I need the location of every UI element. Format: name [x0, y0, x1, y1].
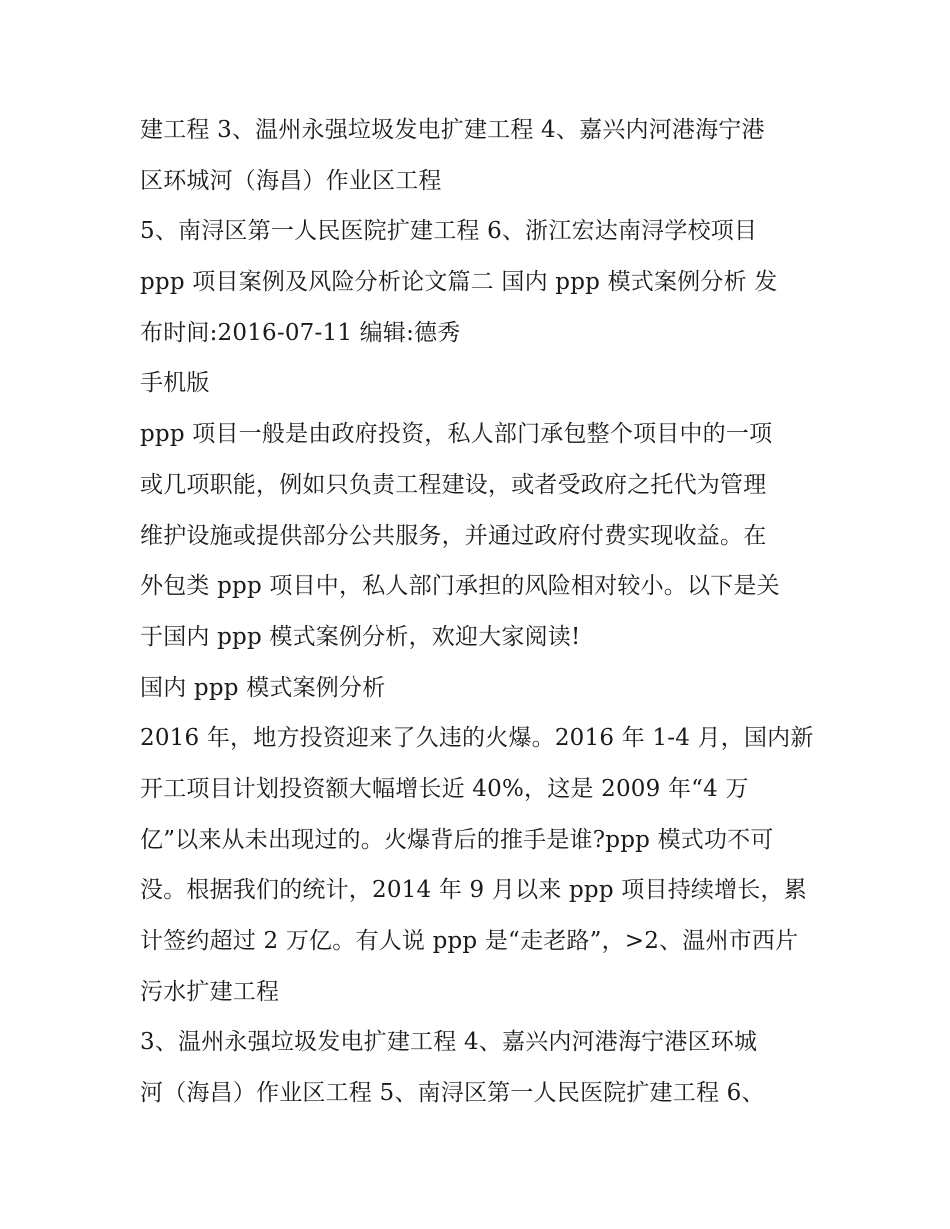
text-line: 外包类 ppp 项目中，私人部门承担的风险相对较小。以下是关 — [140, 573, 780, 600]
text-line: 5、南浔区第一人民医院扩建工程 6、浙江宏达南浔学校项目 — [140, 218, 758, 245]
text-line: 河（海昌）作业区工程 5、南浔区第一人民医院扩建工程 6、 — [140, 1080, 765, 1107]
section-heading: 国内 ppp 模式案例分析 — [140, 674, 386, 701]
text-line: 开工项目计划投资额大幅增长近 40%，这是 2009 年“4 万 — [140, 775, 749, 802]
text-line: 没。根据我们的统计，2014 年 9 月以来 ppp 项目持续增长，累 — [140, 877, 807, 904]
text-line: 维护设施或提供部分公共服务，并通过政府付费实现收益。在 — [140, 522, 767, 549]
text-line: 3、温州永强垃圾发电扩建工程 4、嘉兴内河港海宁港区环城 — [140, 1029, 758, 1056]
text-line: 亿”以来从未出现过的。火爆背后的推手是谁?ppp 模式功不可 — [140, 826, 774, 853]
document-body — [140, 105, 812, 1119]
text-line: 于国内 ppp 模式案例分析，欢迎大家阅读! — [140, 623, 581, 650]
text-line: ppp 项目案例及风险分析论文篇二 国内 ppp 模式案例分析 发 — [140, 269, 778, 296]
text-line: 建工程 3、温州永强垃圾发电扩建工程 4、嘉兴内河港海宁港 — [140, 117, 765, 143]
text-line: 2016 年，地方投资迎来了久违的火爆。2016 年 1-4 月，国内新 — [140, 725, 814, 752]
section-heading: 手机版 — [140, 370, 210, 397]
text-line: 区环城河（海昌）作业区工程 — [140, 167, 442, 194]
text-line: 计签约超过 2 万亿。有人说 ppp 是“走老路”，>2、温州市西片 — [140, 928, 799, 954]
text-line: 布时间:2016-07-11 编辑:德秀 — [140, 319, 461, 346]
text-line: ppp 项目一般是由政府投资，私人部门承包整个项目中的一项 — [140, 421, 773, 448]
text-line: 污水扩建工程 — [140, 978, 280, 1005]
text-line: 或几项职能，例如只负责工程建设，或者受政府之托代为管理 — [140, 471, 767, 498]
